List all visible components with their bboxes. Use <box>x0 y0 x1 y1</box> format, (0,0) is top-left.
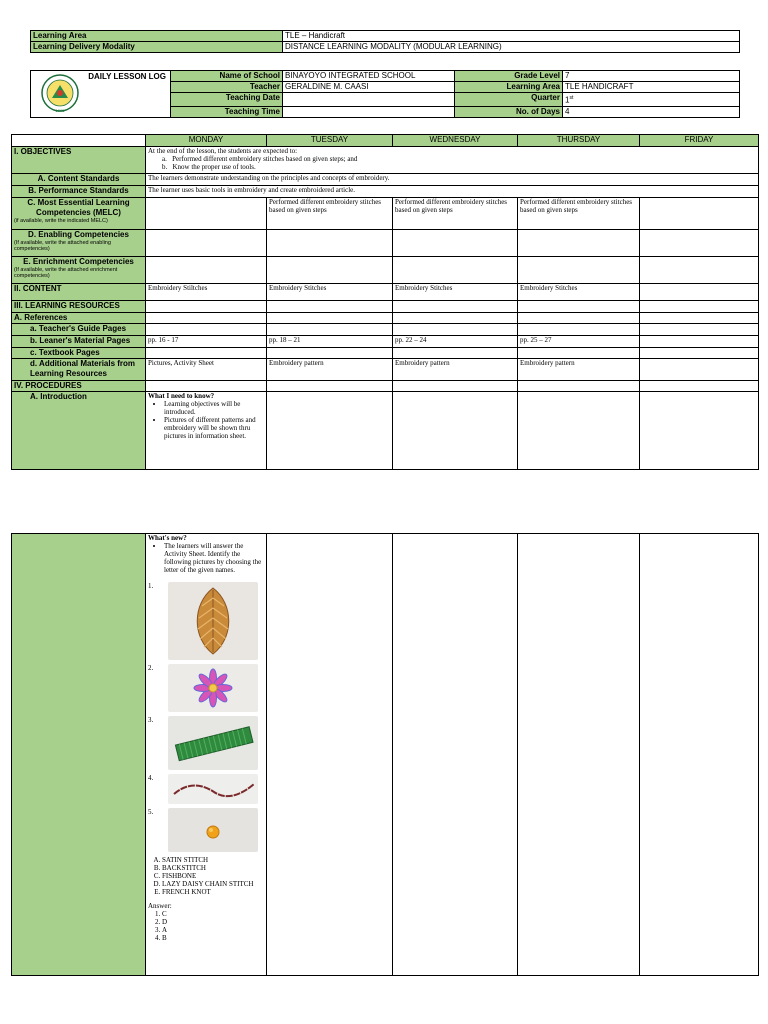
log-title: DAILY LESSON LOG <box>88 72 166 81</box>
lazy-daisy-flower-icon <box>168 664 258 712</box>
french-knot-icon <box>168 808 258 852</box>
enabling-note: (If available, write the attached enabling competencies) <box>14 240 111 252</box>
satin-stitch-icon <box>168 716 258 770</box>
content-standards-text: The learners demonstrate understanding on the principles and concepts of embroidery. <box>146 174 759 186</box>
school-logo-icon <box>33 73 87 113</box>
whats-new-cell <box>146 534 267 976</box>
picture-4-number: 4. <box>148 774 154 782</box>
additional-materials-label: d. Additional Materials from Learning Resources <box>12 359 146 381</box>
content-thursday: Embroidery Stitches <box>518 284 640 301</box>
answer-label: Answer: <box>148 902 172 910</box>
fishbone-leaf-icon <box>168 582 258 660</box>
objective-b-text: Know the proper use of tools. <box>172 163 256 171</box>
choice-d: D. LAZY DAISY CHAIN STITCH <box>162 880 264 888</box>
day-header-monday: MONDAY <box>146 135 267 147</box>
melc-thursday: Performed different embroidery stitches based on given steps <box>518 198 640 230</box>
lesson-plan-table <box>11 134 759 470</box>
teacher-label: Teacher <box>171 82 283 93</box>
introduction-monday <box>146 392 267 470</box>
intro-heading: What I need to know? <box>148 392 215 400</box>
quarter-suffix: st <box>569 95 574 101</box>
corner-cell <box>12 135 146 147</box>
choice-e: E. FRENCH KNOT <box>162 888 264 896</box>
performance-standards-label: B. Performance Standards <box>12 186 146 198</box>
teachers-guide-label: a. Teacher's Guide Pages <box>12 324 146 336</box>
melc-label <box>12 198 146 230</box>
melc-title: C. Most Essential Learning Competencies (MELC) <box>27 198 130 217</box>
answer-3: 3. A <box>162 926 264 934</box>
day-header-wednesday: WEDNESDAY <box>393 135 518 147</box>
choice-a: A. SATIN STITCH <box>162 856 264 864</box>
content-tuesday: Embroidery Stitches <box>267 284 393 301</box>
pages-monday: pp. 16 - 17 <box>146 336 267 348</box>
objective-a-marker: a. <box>162 155 167 163</box>
materials-thursday: Embroidery pattern <box>518 359 640 381</box>
learning-area-value-2: TLE HANDICRAFT <box>563 82 740 93</box>
pages-tuesday: pp. 18 – 21 <box>267 336 393 348</box>
enabling-label <box>12 230 146 257</box>
materials-monday: Pictures, Activity Sheet <box>146 359 267 381</box>
content-standards-label: A. Content Standards <box>12 174 146 186</box>
melc-note: (if available, write the indicated MELC) <box>14 218 108 224</box>
melc-monday <box>146 198 267 230</box>
days-label: No. of Days <box>455 106 563 117</box>
learning-area-value: TLE – Handicraft <box>283 31 740 42</box>
materials-tuesday: Embroidery pattern <box>267 359 393 381</box>
content-friday <box>640 284 759 301</box>
learning-area-label-2: Learning Area <box>455 82 563 93</box>
quarter-label: Quarter <box>455 93 563 107</box>
pages-thursday: pp. 25 – 27 <box>518 336 640 348</box>
choice-b: B. BACKSTITCH <box>162 864 264 872</box>
answer-2: 2. D <box>162 918 264 926</box>
references-label: A. References <box>12 313 146 324</box>
performance-standards-text: The learner uses basic tools in embroidery and create embroidered article. <box>146 186 759 198</box>
textbook-label: c. Textbook Pages <box>12 348 146 359</box>
intro-bullet-1: • Learning objectives will be introduced. <box>164 400 264 416</box>
content-wednesday: Embroidery Stitches <box>393 284 518 301</box>
lesson-log-header <box>30 70 740 118</box>
grade-level-label: Grade Level <box>455 71 563 82</box>
pages-wednesday: pp. 22 – 24 <box>393 336 518 348</box>
day-header-tuesday: TUESDAY <box>267 135 393 147</box>
enrichment-title: E. Enrichment Competencies <box>23 257 134 266</box>
intro-bullet-2: • Pictures of different patterns and embroidery will be shown thru pictures in information sheet. <box>164 416 264 440</box>
teaching-date-label: Teaching Date <box>171 93 283 107</box>
teacher-value: GERALDINE M. CAASI <box>283 82 455 93</box>
materials-friday <box>640 359 759 381</box>
introduction-label: A. Introduction <box>12 392 146 470</box>
resources-label: III. LEARNING RESOURCES <box>12 301 146 313</box>
melc-tuesday: Performed different embroidery stitches based on given steps <box>267 198 393 230</box>
picture-5-number: 5. <box>148 808 154 816</box>
teaching-time-label: Teaching Time <box>171 106 283 117</box>
lesson-plan-table-continued <box>11 533 759 976</box>
objectives-cell <box>146 147 759 174</box>
quarter-number: 1 <box>565 95 570 105</box>
quarter-value <box>563 93 740 107</box>
delivery-modality-label: Learning Delivery Modality <box>31 42 283 53</box>
procedures-label: IV. PROCEDURES <box>12 381 146 392</box>
teaching-time-value <box>283 106 455 117</box>
enrichment-label <box>12 257 146 284</box>
objectives-intro: At the end of the lesson, the students are expected to: <box>148 147 298 155</box>
objective-a <box>148 155 756 163</box>
choices-list <box>148 856 264 896</box>
objectives-label: I. OBJECTIVES <box>12 147 146 174</box>
objective-b-marker: b. <box>162 163 168 171</box>
day-header-friday: FRIDAY <box>640 135 759 147</box>
content-label: II. CONTENT <box>12 284 146 301</box>
learning-area-label: Learning Area <box>31 31 283 42</box>
whats-new-instruction: • The learners will answer the Activity Sheet. Identify the following pictures by choosing the letter of the given names. <box>164 542 264 574</box>
header-logo-cell <box>31 71 171 118</box>
backstitch-icon <box>168 774 258 804</box>
objective-b <box>148 163 756 171</box>
melc-wednesday: Performed different embroidery stitches based on given steps <box>393 198 518 230</box>
continued-label-cell <box>12 534 146 976</box>
enabling-title: D. Enabling Competencies <box>28 230 129 239</box>
materials-wednesday: Embroidery pattern <box>393 359 518 381</box>
top-info-table <box>30 30 740 53</box>
picture-2-number: 2. <box>148 664 154 672</box>
days-value: 4 <box>563 106 740 117</box>
melc-friday <box>640 198 759 230</box>
school-name-value: BINAYOYO INTEGRATED SCHOOL <box>283 71 455 82</box>
picture-1-number: 1. <box>148 582 154 590</box>
answer-4: 4. B <box>162 934 264 942</box>
learners-material-label: b. Leaner's Material Pages <box>12 336 146 348</box>
picture-3-number: 3. <box>148 716 154 724</box>
content-monday: Embroidery Stiltches <box>146 284 267 301</box>
answer-1: 1. C <box>162 910 264 918</box>
grade-level-value: 7 <box>563 71 740 82</box>
enrichment-note: (If available, write the attached enrichment competencies) <box>14 267 118 279</box>
whats-new-heading: What's new? <box>148 534 187 542</box>
logo-year: 1995 <box>55 108 65 113</box>
pages-friday <box>640 336 759 348</box>
answers-list <box>148 910 264 942</box>
teaching-date-value <box>283 93 455 107</box>
choice-c: C. FISHBONE <box>162 872 264 880</box>
school-name-label: Name of School <box>171 71 283 82</box>
day-header-thursday: THURSDAY <box>518 135 640 147</box>
objective-a-text: Performed different embroidery stitches based on given steps; and <box>172 155 358 163</box>
delivery-modality-value: DISTANCE LEARNING MODALITY (MODULAR LEARNING) <box>283 42 740 53</box>
